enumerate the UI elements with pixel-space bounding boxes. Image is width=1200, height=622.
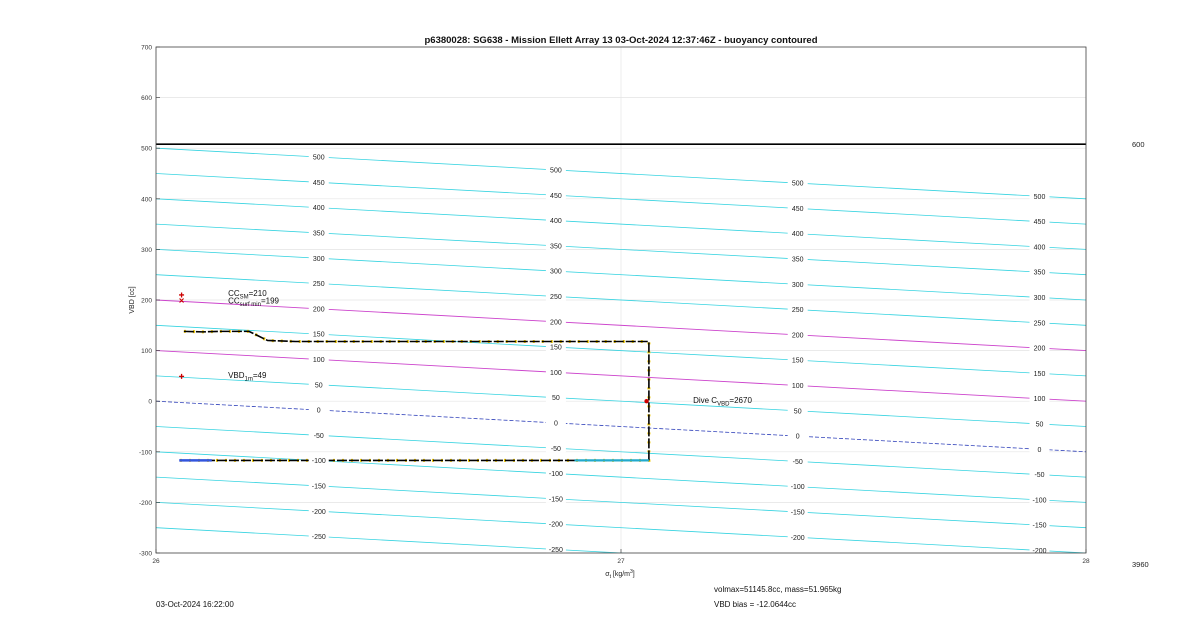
contour-label: 300 (312, 255, 325, 263)
contour-label: 150 (312, 331, 325, 339)
chart-title: p6380028: SG638 - Mission Ellett Array 13 03-Oct-2024 12:37:46Z - buoyancy contoured (424, 35, 818, 46)
contour-label: 150 (1033, 370, 1046, 378)
y-tick-label: 200 (141, 297, 152, 305)
y-axis-label: VBD [cc] (129, 286, 136, 314)
annotation-layer (228, 153, 1049, 555)
contour-label: -100 (790, 484, 805, 492)
contour-label: 450 (312, 179, 325, 187)
contour-label: -100 (311, 458, 326, 466)
y-tick-label: 600 (141, 95, 152, 103)
contour-label: -50 (550, 445, 561, 453)
annotation-sub: SM (239, 294, 249, 301)
contour-label: 400 (1033, 244, 1046, 252)
contour-label: 350 (550, 243, 562, 251)
contour-label: 0 (1037, 446, 1042, 454)
contour-label: -50 (313, 432, 324, 440)
contour-label: 450 (550, 192, 562, 200)
right-edge-label: 3960 (1132, 560, 1149, 570)
annotation-main: Dive C (693, 396, 718, 406)
contour-label: 50 (793, 408, 802, 416)
contour-label: 250 (1033, 320, 1046, 328)
annotation-tail: =49 (252, 370, 267, 380)
contour-label: 350 (312, 230, 325, 238)
contour-label: -150 (1032, 522, 1047, 530)
contour-label: 100 (312, 356, 325, 364)
annotation-main: CC (228, 296, 240, 306)
x-axis-label-unit: [kg/m (610, 571, 631, 578)
contour-label: 50 (1035, 421, 1044, 429)
y-tick-label: 400 (141, 196, 152, 204)
y-tick-label: 700 (141, 44, 152, 52)
footer-vbd-bias: VBD bias = -12.0644cc (714, 600, 797, 609)
contour-label: -200 (1032, 547, 1047, 555)
marker-plus (179, 292, 184, 297)
contour-label: -200 (548, 521, 563, 529)
right-edge-label: 600 (1132, 140, 1145, 150)
contour-label: -150 (548, 496, 563, 504)
contour-label: 100 (550, 369, 562, 377)
contour-label: 0 (553, 420, 558, 428)
contour-label: -150 (790, 509, 805, 517)
contour-label: -150 (311, 483, 326, 491)
contour-label: 450 (791, 205, 804, 213)
contour-label: 500 (1033, 193, 1046, 201)
contour-label: 250 (550, 293, 562, 301)
contour-label: 500 (550, 167, 562, 175)
x-axis-label-close: ] (632, 571, 635, 578)
contour-label: 100 (791, 383, 804, 391)
contour-label: 200 (312, 306, 325, 314)
contour-label: 250 (791, 307, 804, 315)
contour-label: 200 (550, 319, 562, 327)
contour-label: -250 (311, 534, 326, 542)
y-tick-label: 500 (141, 145, 152, 153)
marker-dot (644, 399, 648, 403)
contour-label: 0 (316, 407, 321, 415)
y-tick-label: -300 (138, 550, 152, 558)
x-axis-label-sub: t (609, 574, 611, 580)
contour-label: 150 (791, 357, 804, 365)
x-axis-label (605, 569, 635, 580)
contour-label: -50 (792, 458, 803, 466)
contour-label: 50 (314, 382, 323, 390)
contour-label: -200 (790, 534, 805, 542)
contour-label: 500 (312, 154, 325, 162)
contour-label: 400 (550, 218, 562, 226)
y-tick-label: -200 (138, 499, 152, 507)
x-tick-label: 28 (1082, 558, 1090, 565)
contour-label: 300 (550, 268, 562, 276)
contour-label: 250 (312, 281, 325, 289)
y-tick-label: 0 (148, 398, 152, 406)
contour-label: 350 (1033, 269, 1046, 277)
contour-label: 0 (795, 433, 800, 441)
y-tick-label: -100 (138, 449, 152, 457)
contour-label: 50 (552, 395, 560, 403)
contour-label: 200 (1033, 345, 1046, 353)
y-tick-label: 300 (141, 246, 152, 254)
contour-label: 500 (791, 180, 804, 188)
marker-plus (179, 374, 184, 379)
contour-label: -250 (548, 546, 563, 554)
annotation-main: VBD (228, 370, 245, 380)
contour-label: 350 (791, 256, 804, 264)
annotation (228, 371, 267, 383)
x-axis-label-sup: 3 (630, 569, 633, 575)
y-tick-label: 100 (141, 348, 152, 356)
contour-label: -100 (548, 471, 563, 479)
contour-label: 400 (312, 205, 325, 213)
annotation-sub: VBD (717, 401, 730, 408)
contour-label: 400 (791, 231, 804, 239)
contour-label: -200 (311, 508, 326, 516)
contour-label: 300 (1033, 294, 1046, 302)
limit-layer (156, 140, 1149, 569)
contour-label: 150 (550, 344, 562, 352)
annotation-main: CC (228, 288, 240, 298)
footer-volmax: volmax=51145.8cc, mass=51.965kg (714, 585, 842, 594)
tick-layer (139, 45, 1090, 566)
contour-label: 300 (791, 281, 804, 289)
x-axis-label-main: σ (605, 571, 610, 578)
marker-x (180, 299, 184, 303)
footer-timestamp: 03-Oct-2024 16:22:00 (156, 600, 234, 609)
contour-label: 450 (1033, 219, 1046, 227)
annotation-tail: =199 (260, 296, 280, 306)
contour-label: -100 (1032, 497, 1047, 505)
annotation-tail: =210 (248, 288, 267, 298)
annotation-sub: 1m (244, 376, 253, 383)
contour-label: 200 (791, 332, 804, 340)
contour-label: 100 (1033, 396, 1046, 404)
annotation-tail: =2670 (729, 396, 752, 406)
annotation-sub: surf min (239, 302, 261, 309)
x-tick-label: 27 (617, 558, 625, 565)
x-tick-label: 26 (152, 558, 160, 565)
contour-label: -50 (1034, 472, 1045, 480)
